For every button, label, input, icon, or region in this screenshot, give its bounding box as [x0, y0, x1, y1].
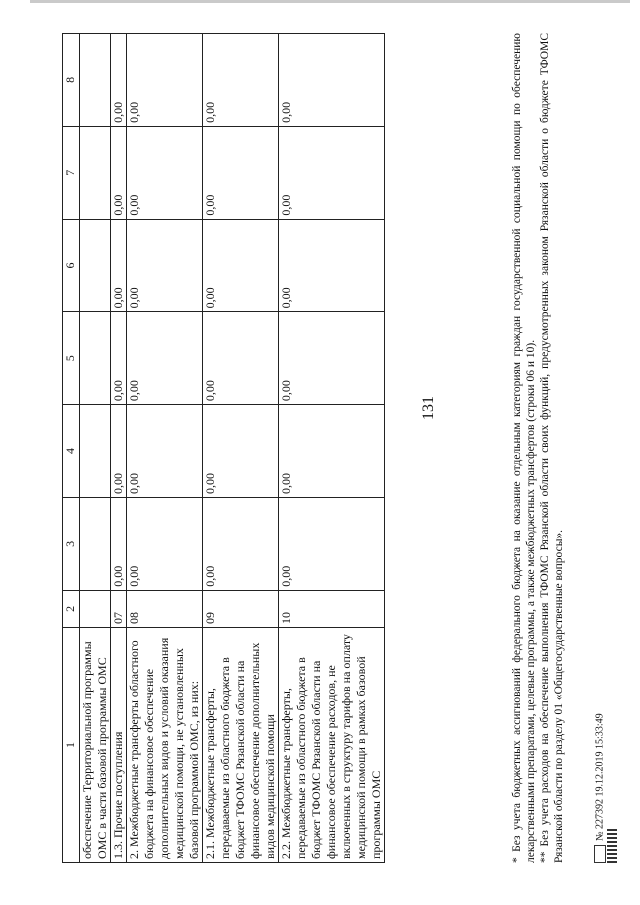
value-cell: 0,00 — [111, 219, 127, 312]
table-row — [127, 34, 203, 863]
header-cell: 7 — [63, 126, 80, 219]
value-cell: 0,00 — [203, 34, 279, 127]
row-code: 09 — [203, 590, 279, 627]
value-cell: 0,00 — [203, 219, 279, 312]
value-cell: 0,00 — [203, 312, 279, 405]
table-row — [111, 34, 127, 863]
registration-stamp — [594, 713, 606, 863]
table-row — [203, 34, 279, 863]
value-cell: 0,00 — [127, 34, 203, 127]
value-cell: 0,00 — [279, 34, 385, 127]
stamp-text: № 227392 19.12.2019 15:33:49 — [594, 713, 606, 841]
stamp-icon — [594, 845, 606, 863]
row-code: 10 — [279, 590, 385, 627]
rotated-page-content — [62, 33, 606, 863]
header-cell: 5 — [63, 312, 80, 405]
footnote-1: * Без учета бюджетных ассигнований федерального бюджета на оказание отдельным категориям граждан государственной социальной помощи по обеспечению лекарственными препаратами, целевые программы, а также межбюджетных трансфертов (строки 06 и 10). — [511, 33, 537, 863]
value-cell: 0,00 — [127, 126, 203, 219]
value-cell: 0,00 — [279, 219, 385, 312]
header-cell: 6 — [63, 219, 80, 312]
scan-edge — [30, 0, 630, 13]
row-code: 08 — [127, 590, 203, 627]
value-cell: 0,00 — [203, 497, 279, 590]
row-name: 2.2. Межбюджетные трансферты, передаваемые из областного бюджета в бюджет ТФОМС Рязанской области на финансовое обеспечение расходов, не включенных в структуру тарифов на оплату медицинской помощи в рамках базовой программы ОМС — [279, 628, 385, 863]
value-cell: 0,00 — [203, 405, 279, 498]
value-cell — [80, 219, 111, 312]
value-cell: 0,00 — [111, 497, 127, 590]
value-cell — [80, 126, 111, 219]
row-name: 1.3. Прочие поступления — [111, 628, 127, 863]
footnotes — [510, 33, 566, 863]
value-cell: 0,00 — [127, 312, 203, 405]
barcode-logo — [607, 829, 617, 863]
value-cell — [80, 405, 111, 498]
value-cell: 0,00 — [203, 126, 279, 219]
row-name: 2.1. Межбюджетные трансферты, передаваемые из областного бюджета в бюджет ТФОМС Рязанской области на финансовое обеспечение дополнительных видов медицинской помощи — [203, 628, 279, 863]
value-cell: 0,00 — [111, 34, 127, 127]
value-cell: 0,00 — [279, 126, 385, 219]
value-cell — [80, 34, 111, 127]
table-row — [80, 34, 111, 863]
value-cell: 0,00 — [111, 405, 127, 498]
value-cell: 0,00 — [111, 312, 127, 405]
value-cell: 0,00 — [279, 497, 385, 590]
header-cell: 8 — [63, 34, 80, 127]
value-cell: 0,00 — [127, 405, 203, 498]
header-cell: 2 — [63, 590, 80, 627]
header-cell: 4 — [63, 405, 80, 498]
row-name: 2. Межбюджетные трансферты областного бюджета на финансовое обеспечение дополнительных видов и условий оказания медицинской помощи, не установленных базовой программой ОМС, из них: — [127, 628, 203, 863]
footnote-2: ** Без учета расходов на обеспечение выполнения ТФОМС Рязанской области своих функций, предусмотренных законом Рязанской области о бюджете ТФОМС Рязанской области по разделу 01 «Общегосударственные вопросы». — [539, 33, 565, 863]
header-cell: 1 — [63, 628, 80, 863]
row-name: обеспечение Территориальной программы ОМС в части базовой программы ОМС — [80, 628, 111, 863]
table-row — [279, 34, 385, 863]
row-code: 07 — [111, 590, 127, 627]
budget-table — [62, 33, 385, 863]
value-cell: 0,00 — [279, 405, 385, 498]
page-number: 131 — [420, 396, 437, 420]
header-cell: 3 — [63, 497, 80, 590]
row-code — [80, 590, 111, 627]
table-header-row — [63, 34, 80, 863]
value-cell: 0,00 — [111, 126, 127, 219]
value-cell: 0,00 — [127, 219, 203, 312]
value-cell: 0,00 — [127, 497, 203, 590]
value-cell — [80, 312, 111, 405]
value-cell — [80, 497, 111, 590]
value-cell: 0,00 — [279, 312, 385, 405]
